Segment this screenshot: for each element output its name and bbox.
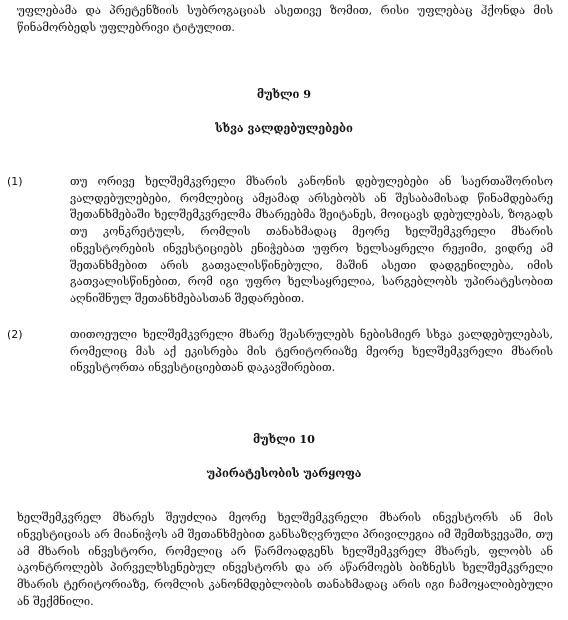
article-9-title: მუხლი 9 <box>256 87 312 101</box>
item-number: (1) <box>7 175 23 188</box>
intro-paragraph: უფლებამა და პრეტენზიის სუბროგაციას ასეთივე ზომით, რისი უფლებაც ჰქონდა მის წინამორბედს უფლებრივი ტიტულით. <box>17 4 553 34</box>
item-text: თუ ორივე ხელშემკვრელი მხარის კანონის დებულებები ან საერთაშორისო ვალდებულებები, რომლებიც ამჟამად არსებობს ან შესაბამისად წინამდებარე შეთანხმებაში ხელშემკვრელმა მხარეებმა შეიტანეს, მოიცავს დებულებას, ზოგადს თუ კონკრეტულს, რომლის თანახმადაც მეორე ხელშემკვრელი მხარის ინვესტორების ინვესტიციებს ენიჭებათ უფრო ხელსაყრელი რეჟიმი, ვიდრე ამ შეთანხმებით არის გათვალისწინებული, მაშინ ასეთი დადგენილება, იმის გათვალისწინებით, რომ იგი უფრო ხელსაყრელია, სარგებლობს უპირატესობით აღნიშნულ შეთანხმებასთან შედარებით. <box>70 175 553 305</box>
article-10-subtitle: უპირატესობის უარყოფა <box>206 466 362 480</box>
item-text: თითოეული ხელშემკვრელი მხარე შეასრულებს ნებისმიერ სხვა ვალდებულებას, რომელიც მას აქ ეკისრება მის ტერიტორიაზე მეორე ხელშემკვრელი მხარის ინვესტორთა ინვესტიციებთან დაკავშირებით. <box>70 328 553 375</box>
article-10-paragraph: ხელშემკვრელ მხარეს შეუძლია მეორე ხელშემკვრელი მხარის ინვესტორს ან მის ინვესტიციას არ მიანიჭოს ამ შეთანხმებით განსაზღვრული პრივილეგია იმ შემთხვევაში, თუ ამ მხარის ინვესტორი, რომელიც არ წარმოადგენს ხელშემკვრელ მხარეს, ფლობს ან აკონტროლებს პირველხსენებულ ინვესტორს და არ აწარმოებს ბიზნესს ხელშემკვრელი მხარის ტერიტორიაზე, რომლის კანონმდებლობის თანახმადაც არის იგი ჩამოყალიბებული ან შექმნილი. <box>17 511 553 608</box>
article-9-subtitle: სხვა ვალდებულებები <box>215 121 353 135</box>
item-number: (2) <box>7 328 23 341</box>
article-10-title: მუხლი 10 <box>253 432 315 446</box>
